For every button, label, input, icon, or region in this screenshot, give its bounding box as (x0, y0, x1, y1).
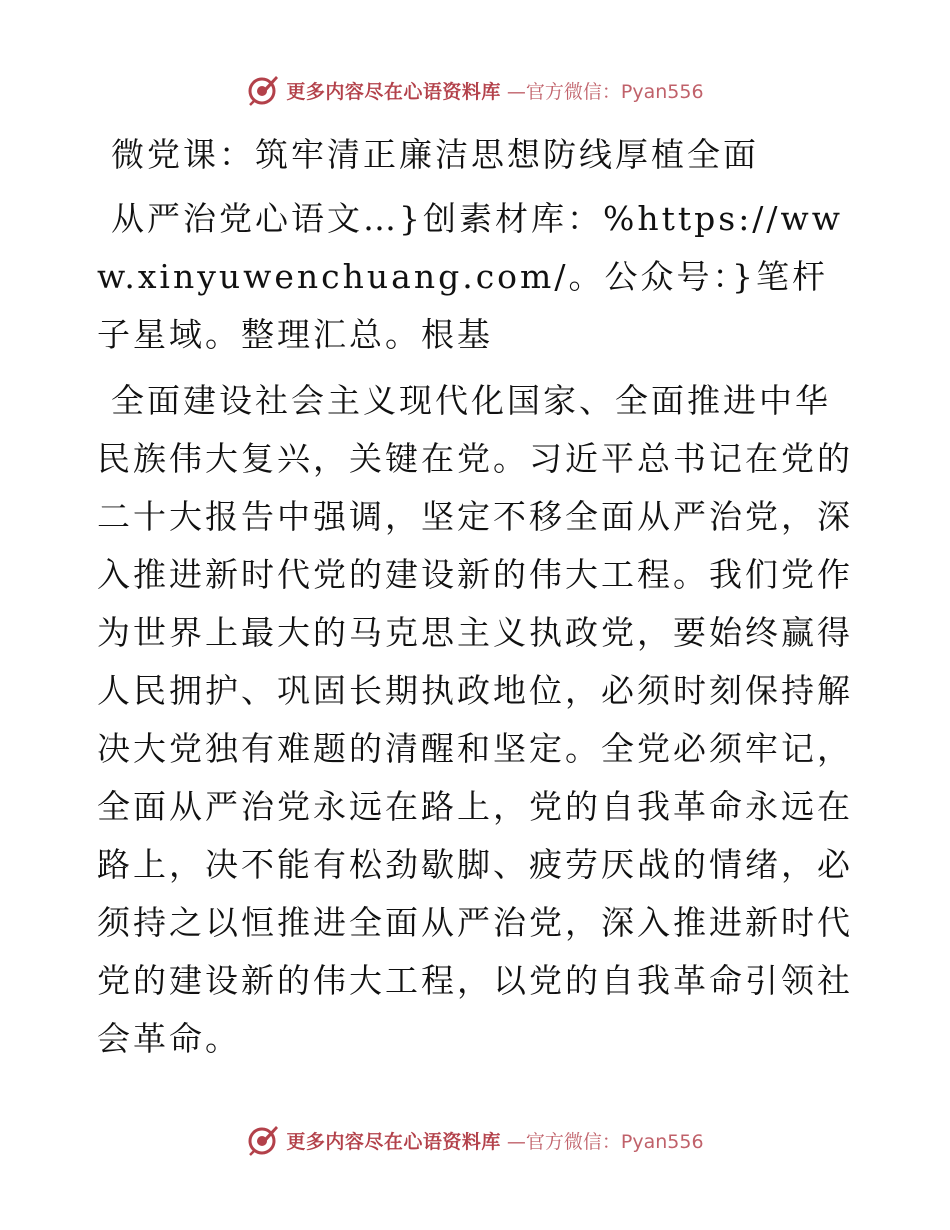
quill-seal-icon (246, 1123, 280, 1157)
footer-brand-text: 更多内容尽在心语资料库 (286, 1130, 501, 1153)
quill-seal-icon (246, 73, 280, 107)
header-banner (0, 70, 950, 110)
banner-brand-text: 更多内容尽在心语资料库 (286, 80, 501, 103)
document-body-paragraph: 全面建设社会主义现代化国家、全面推进中华民族伟大复兴，关键在党。习近平总书记在党的二十大报告中强调，坚定不移全面从严治党，深入推进新时代党的建设新的伟大工程。我们党作为世界上最大的马克思主义执政党，要始终赢得人民拥护、巩固长期执政地位，必须时刻保持解决大党独有难题的清醒和坚定。全党必须牢记，全面从严治党永远在路上，党的自我革命永远在路上，决不能有松劲歇脚、疲劳厌战的情绪，必须持之以恒推进全面从严治党，深入推进新时代党的建设新的伟大工程，以党的自我革命引领社会革命。 (97, 381, 853, 1058)
document-source-line: 从严治党心语文…}创素材库：%https://www.xinyuwenchuang.com/。公众号：}笔杆子星域。整理汇总。根基 (97, 199, 844, 354)
document-title: 微党课：筑牢清正廉洁思想防线厚植全面 (111, 135, 759, 174)
document-content (97, 126, 857, 1068)
banner-contact-text: —官方微信：Pyan556 (506, 80, 704, 103)
footer-contact-text: —官方微信：Pyan556 (506, 1130, 704, 1153)
footer-banner (0, 1120, 950, 1160)
